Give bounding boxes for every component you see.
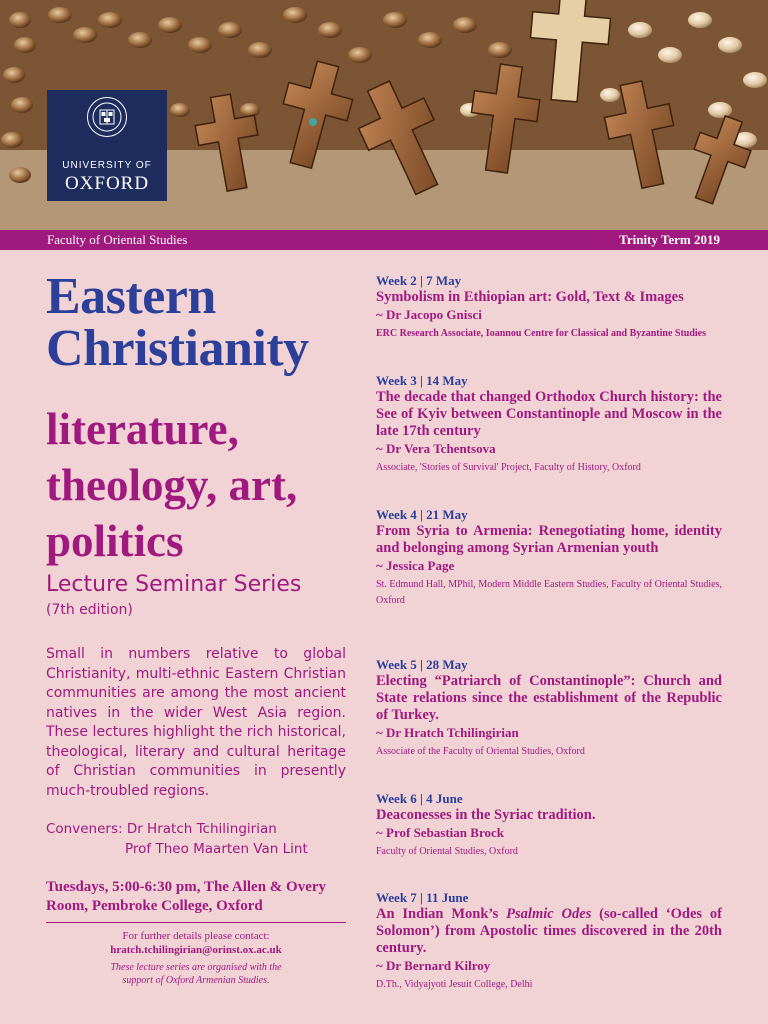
lecture-speaker: ~ Dr Bernard Kilroy xyxy=(376,958,491,973)
lecture-title-emphasis: Psalmic Odes xyxy=(506,906,592,922)
lecture-week: Week 3 | 14 May xyxy=(376,373,468,388)
lecture-speaker: ~ Dr Vera Tchentsova xyxy=(376,441,496,456)
contact-block xyxy=(46,929,346,987)
lecture-item xyxy=(376,890,722,993)
oxford-logo xyxy=(47,90,167,201)
lecture-title: From Syria to Armenia: Renegotiating home, identity and belonging among Syrian Armenian youth xyxy=(376,523,722,556)
lecture-title: Deaconesses in the Syriac tradition. xyxy=(376,807,596,823)
lecture-speaker: ~ Dr Jacopo Gnisci xyxy=(376,307,482,322)
lecture-affiliation: Faculty of Oriental Studies, Oxford xyxy=(376,846,518,857)
series-label: Lecture Seminar Series xyxy=(46,572,302,597)
edition-label: (7th edition) xyxy=(46,602,133,618)
lecture-affiliation: Associate of the Faculty of Oriental Studies, Oxford xyxy=(376,746,585,757)
contact-email-link[interactable]: hratch.tchilingirian@orinst.ox.ac.uk xyxy=(110,944,282,956)
title-line-2: Christianity xyxy=(46,320,309,377)
venue: Tuesdays, 5:00-6:30 pm, The Allen & Overy Room, Pembroke College, Oxford xyxy=(46,879,327,914)
lecture-week: Week 6 | 4 June xyxy=(376,791,463,806)
subtitle-line-1: literature, xyxy=(46,404,239,454)
support-note xyxy=(46,961,346,987)
support-note-line-1: These lecture series are organised with the xyxy=(110,962,282,973)
lecture-title: The decade that changed Orthodox Church history: the See of Kyiv between Constantinople and Moscow in the late 17th century xyxy=(376,389,722,439)
lecture-title-post: (so-called ‘Odes of Solomon’) from Apostolic times discovered in the 20th century. xyxy=(376,906,722,956)
lecture-week: Week 7 | 11 June xyxy=(376,890,469,905)
faculty-name: Faculty of Oriental Studies xyxy=(47,232,188,247)
logo-oxford: OXFORD xyxy=(64,173,150,194)
lecture-speaker: ~ Jessica Page xyxy=(376,558,455,573)
subtitle-line-2: theology, art, xyxy=(46,460,298,510)
contact-line: For further details please contact: xyxy=(122,930,270,942)
lecture-affiliation: Associate, 'Stories of Survival' Project, Faculty of History, Oxford xyxy=(376,462,641,473)
page-subtitle xyxy=(46,401,297,569)
conveners-line-2: Prof Theo Maarten Van Lint xyxy=(125,841,308,857)
term-label: Trinity Term 2019 xyxy=(619,232,720,247)
lecture-title-pre: An Indian Monk’s xyxy=(376,906,507,922)
lecture-item xyxy=(376,373,722,476)
lecture-affiliation: D.Th., Vidyajyoti Jesuit College, Delhi xyxy=(376,979,533,990)
lecture-item xyxy=(376,791,722,860)
lecture-item xyxy=(376,657,722,760)
lecture-title xyxy=(376,906,722,957)
description: Small in numbers relative to global Christianity, multi-ethnic Eastern Christian communities are among the most ancient natives in the wider West Asia region. These lectures highlight the rich historical, theological, literary and cultural heritage of Christian communities in presently much-troubled regions. xyxy=(46,646,346,799)
lecture-item xyxy=(376,507,722,609)
header-photo xyxy=(0,0,768,230)
lecture-affiliation: St. Edmund Hall, MPhil, Modern Middle Eastern Studies, Faculty of Oriental Studies, Oxford xyxy=(376,579,722,606)
support-note-line-2: support of Oxford Armenian Studies. xyxy=(122,975,270,986)
page-title xyxy=(46,268,309,377)
lecture-week: Week 2 | 7 May xyxy=(376,273,462,288)
logo-university-of: UNIVERSITY OF xyxy=(62,160,152,171)
lecture-item xyxy=(376,273,722,342)
oxford-crest-icon xyxy=(87,97,127,137)
conveners-line-1: Conveners: Dr Hratch Tchilingirian xyxy=(46,821,277,837)
divider xyxy=(46,922,346,923)
subtitle-line-3: politics xyxy=(46,516,184,566)
lecture-week: Week 4 | 21 May xyxy=(376,507,468,522)
lecture-speaker: ~ Dr Hratch Tchilingirian xyxy=(376,725,519,740)
lecture-week: Week 5 | 28 May xyxy=(376,657,468,672)
header-bar xyxy=(0,230,768,250)
conveners xyxy=(46,819,308,859)
title-line-1: Eastern xyxy=(46,268,216,325)
lecture-title: Symbolism in Ethiopian art: Gold, Text & Images xyxy=(376,289,684,305)
lecture-title: Electing “Patriarch of Constantinople”: Church and State relations since the establishment of the Republic of Turkey. xyxy=(376,673,722,723)
lecture-speaker: ~ Prof Sebastian Brock xyxy=(376,825,504,840)
lecture-affiliation: ERC Research Associate, Ioannou Centre for Classical and Byzantine Studies xyxy=(376,328,707,339)
